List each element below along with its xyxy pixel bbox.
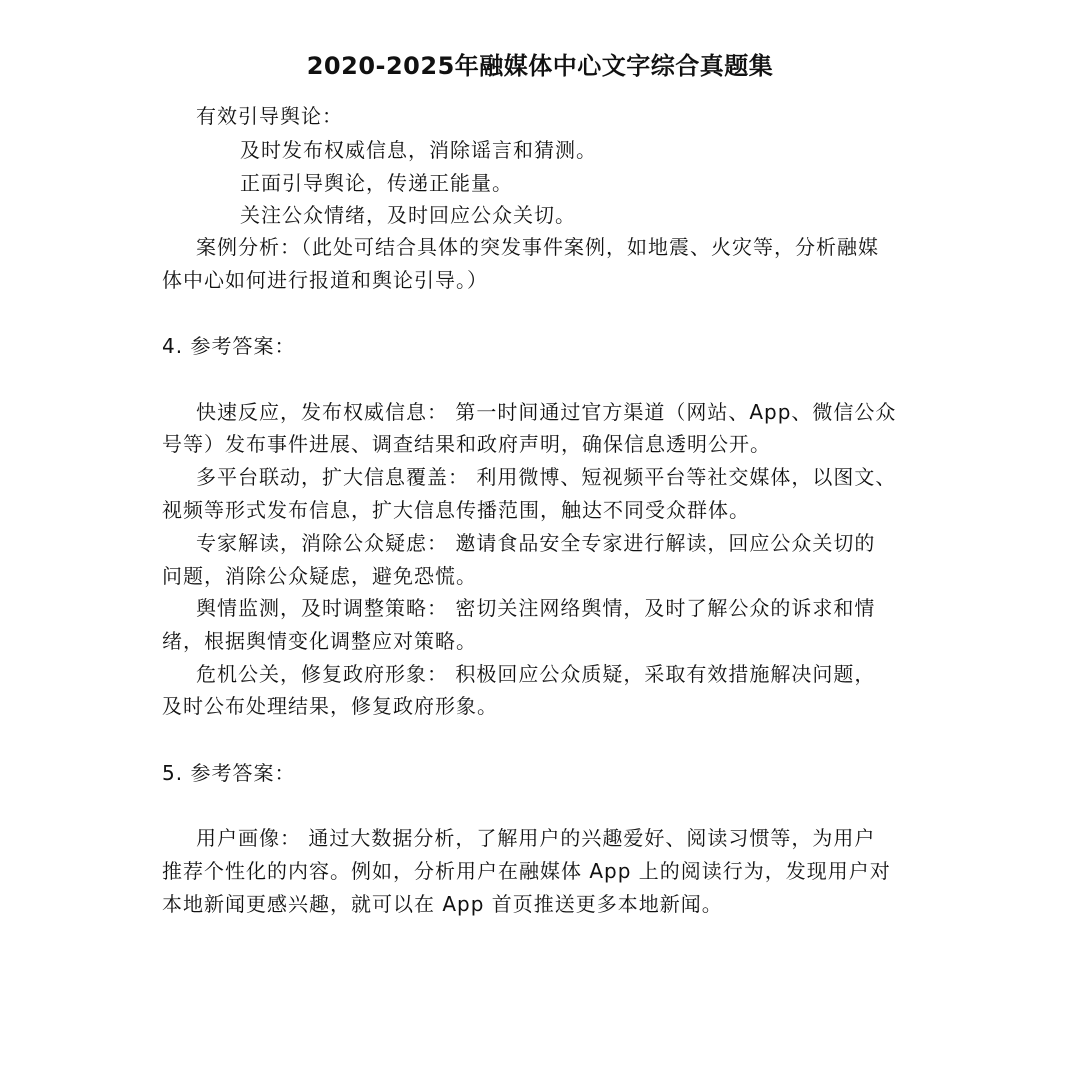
answer4-paragraph-line: 绪，根据舆情变化调整应对策略。 (162, 629, 477, 653)
answer4-paragraph-line: 专家解读，消除公众疑虑： 邀请食品安全专家进行解读，回应公众关切的 (196, 531, 876, 555)
answer4-paragraph-line: 及时公布处理结果，修复政府形象。 (162, 694, 498, 718)
document-title: 2020-2025年融媒体中心文字综合真题集 (306, 52, 774, 80)
guidance-item: 及时发布权威信息，消除谣言和猜测。 (240, 138, 597, 162)
answer4-paragraph-line: 多平台联动，扩大信息覆盖： 利用微博、短视频平台等社交媒体，以图文、 (196, 465, 897, 489)
answer4-paragraph-line: 危机公关，修复政府形象： 积极回应公众质疑，采取有效措施解决问题， (196, 662, 876, 686)
answer5-paragraph-line: 推荐个性化的内容。例如，分析用户在融媒体 App 上的阅读行为，发现用户对 (162, 859, 891, 883)
answer4-paragraph-line: 号等）发布事件进展、调查结果和政府声明，确保信息透明公开。 (162, 432, 771, 456)
case-analysis-line: 案例分析：（此处可结合具体的突发事件案例，如地震、火灾等，分析融媒 (196, 235, 879, 259)
answer4-paragraph-line: 快速反应，发布权威信息： 第一时间通过官方渠道（网站、App、微信公众 (196, 400, 897, 424)
answer5-paragraph-line: 本地新闻更感兴趣，就可以在 App 首页推送更多本地新闻。 (162, 892, 723, 916)
answer5-paragraph-line: 用户画像： 通过大数据分析，了解用户的兴趣爱好、阅读习惯等，为用户 (196, 826, 876, 850)
case-analysis-line: 体中心如何进行报道和舆论引导。） (162, 268, 488, 292)
guidance-heading: 有效引导舆论： (196, 104, 343, 128)
answer4-paragraph-line: 问题，消除公众疑虑，避免恐慌。 (162, 564, 477, 588)
answer4-paragraph-line: 舆情监测，及时调整策略： 密切关注网络舆情，及时了解公众的诉求和情 (196, 596, 876, 620)
guidance-item: 关注公众情绪，及时回应公众关切。 (240, 203, 576, 227)
guidance-item: 正面引导舆论，传递正能量。 (240, 171, 513, 195)
answer4-heading: 4. 参考答案： (162, 334, 296, 358)
answer5-heading: 5. 参考答案： (162, 761, 296, 785)
answer4-paragraph-line: 视频等形式发布信息，扩大信息传播范围，触达不同受众群体。 (162, 498, 750, 522)
